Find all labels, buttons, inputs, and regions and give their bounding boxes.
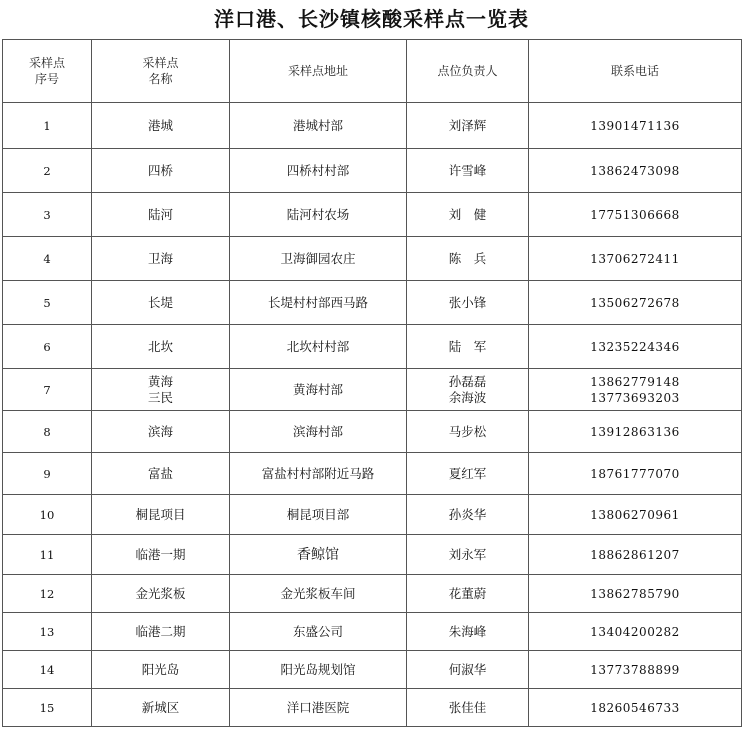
- cell-address: 黄海村部: [230, 369, 407, 411]
- table-row: [3, 103, 742, 149]
- cell-phone: 13806270961: [529, 495, 742, 535]
- cell-address: 富盐村村部附近马路: [230, 453, 407, 495]
- table-row: [3, 193, 742, 237]
- cell-address: 长堤村村部西马路: [230, 281, 407, 325]
- cell-name: 港城: [92, 103, 230, 149]
- cell-name: 北坎: [92, 325, 230, 369]
- cell-name: 卫海: [92, 237, 230, 281]
- cell-name: 桐昆项目: [92, 495, 230, 535]
- table-row: [3, 651, 742, 689]
- cell-manager: 刘 健: [407, 193, 529, 237]
- cell-phone: 17751306668: [529, 193, 742, 237]
- cell-seq: 1: [3, 103, 92, 149]
- cell-seq: 7: [3, 369, 92, 411]
- cell-address: 四桥村村部: [230, 149, 407, 193]
- header-address: 采样点地址: [230, 40, 407, 103]
- header-seq: 采样点 序号: [3, 40, 92, 103]
- cell-phone: 13773788899: [529, 651, 742, 689]
- cell-seq: 15: [3, 689, 92, 727]
- header-name: 采样点 名称: [92, 40, 230, 103]
- table-row: [3, 535, 742, 575]
- table-row: [3, 149, 742, 193]
- cell-phone: 13404200282: [529, 613, 742, 651]
- table-header-row: [3, 40, 742, 103]
- cell-manager: 朱海峰: [407, 613, 529, 651]
- cell-seq: 12: [3, 575, 92, 613]
- cell-manager: 花董蔚: [407, 575, 529, 613]
- cell-address: 洋口港医院: [230, 689, 407, 727]
- cell-seq: 13: [3, 613, 92, 651]
- cell-address: 滨海村部: [230, 411, 407, 453]
- cell-phone: 13862779148 13773693203: [529, 369, 742, 411]
- header-phone: 联系电话: [529, 40, 742, 103]
- page-title: 洋口港、长沙镇核酸采样点一览表: [214, 7, 529, 31]
- cell-phone: 13912863136: [529, 411, 742, 453]
- cell-manager: 许雪峰: [407, 149, 529, 193]
- cell-phone: 13862785790: [529, 575, 742, 613]
- cell-phone: 13706272411: [529, 237, 742, 281]
- sampling-sites-table: [2, 39, 742, 727]
- cell-seq: 11: [3, 535, 92, 575]
- cell-name: 黄海 三民: [92, 369, 230, 411]
- cell-phone: 13901471136: [529, 103, 742, 149]
- cell-address: 北坎村村部: [230, 325, 407, 369]
- table-row: [3, 237, 742, 281]
- cell-address: 桐昆项目部: [230, 495, 407, 535]
- header-manager: 点位负责人: [407, 40, 529, 103]
- cell-name: 长堤: [92, 281, 230, 325]
- table-row: [3, 325, 742, 369]
- cell-manager: 刘泽辉: [407, 103, 529, 149]
- table-row: [3, 453, 742, 495]
- cell-address: 陆河村农场: [230, 193, 407, 237]
- cell-phone: 13235224346: [529, 325, 742, 369]
- cell-seq: 10: [3, 495, 92, 535]
- table-row: [3, 495, 742, 535]
- cell-seq: 9: [3, 453, 92, 495]
- cell-seq: 6: [3, 325, 92, 369]
- cell-address: 阳光岛规划馆: [230, 651, 407, 689]
- cell-seq: 8: [3, 411, 92, 453]
- cell-manager: 夏红军: [407, 453, 529, 495]
- cell-name: 新城区: [92, 689, 230, 727]
- cell-name: 滨海: [92, 411, 230, 453]
- cell-name: 富盐: [92, 453, 230, 495]
- cell-manager: 马步松: [407, 411, 529, 453]
- cell-manager: 陈 兵: [407, 237, 529, 281]
- cell-phone: 18260546733: [529, 689, 742, 727]
- table-row: [3, 689, 742, 727]
- cell-manager: 陆 军: [407, 325, 529, 369]
- cell-name: 四桥: [92, 149, 230, 193]
- cell-manager: 何淑华: [407, 651, 529, 689]
- table-row: [3, 369, 742, 411]
- cell-manager: 张小锋: [407, 281, 529, 325]
- cell-name: 阳光岛: [92, 651, 230, 689]
- cell-manager: 孙磊磊 余海波: [407, 369, 529, 411]
- cell-phone: 13506272678: [529, 281, 742, 325]
- table-row: [3, 281, 742, 325]
- cell-name: 陆河: [92, 193, 230, 237]
- cell-name: 临港一期: [92, 535, 230, 575]
- cell-seq: 5: [3, 281, 92, 325]
- cell-phone: 18862861207: [529, 535, 742, 575]
- cell-address: 东盛公司: [230, 613, 407, 651]
- cell-seq: 2: [3, 149, 92, 193]
- cell-phone: 13862473098: [529, 149, 742, 193]
- cell-name: 临港二期: [92, 613, 230, 651]
- cell-address: 金光浆板车间: [230, 575, 407, 613]
- table-row: [3, 613, 742, 651]
- cell-manager: 孙炎华: [407, 495, 529, 535]
- cell-name: 金光浆板: [92, 575, 230, 613]
- table-row: [3, 575, 742, 613]
- cell-seq: 3: [3, 193, 92, 237]
- cell-manager: 张佳佳: [407, 689, 529, 727]
- cell-address: 卫海御园农庄: [230, 237, 407, 281]
- table-row: [3, 411, 742, 453]
- cell-phone: 18761777070: [529, 453, 742, 495]
- cell-seq: 14: [3, 651, 92, 689]
- cell-address: 香鲸馆: [230, 535, 407, 575]
- cell-seq: 4: [3, 237, 92, 281]
- cell-manager: 刘永军: [407, 535, 529, 575]
- cell-address: 港城村部: [230, 103, 407, 149]
